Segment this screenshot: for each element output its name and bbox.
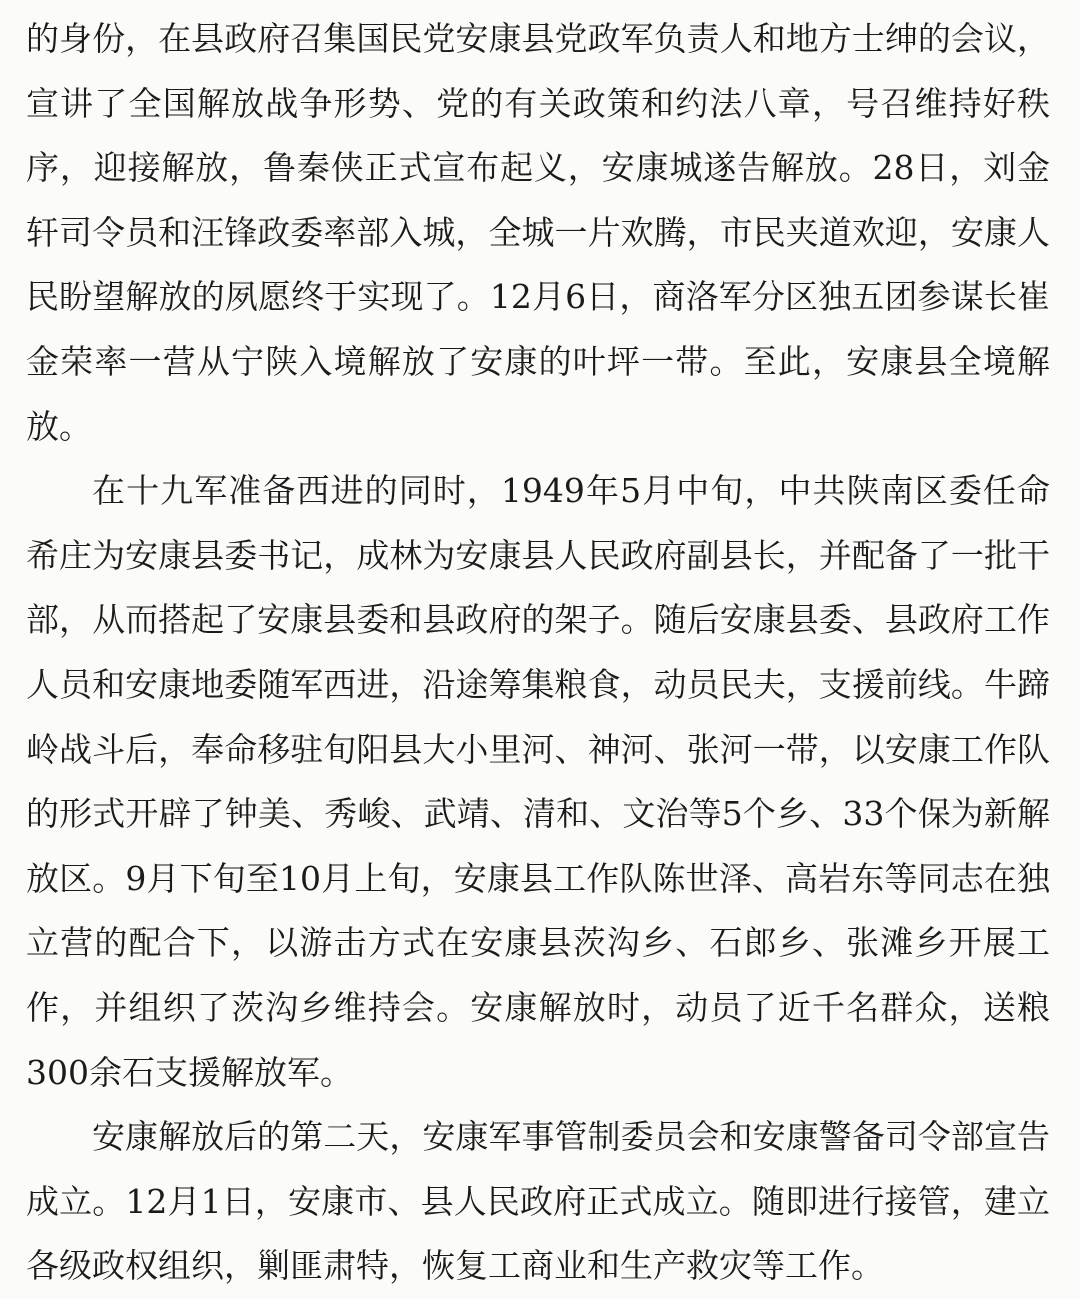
paragraph-continuation: 的身份，在县政府召集国民党安康县党政军负责人和地方士绅的会议，宣讲了全国解放战争形势、党的有关政策和约法八章，号召维持好秩序，迎接解放，鲁秦侠正式宣布起义，安康城遂告解放。28日，刘金轩司令员和汪锋政委率部入城，全城一片欢腾，市民夹道欢迎，安康人民盼望解放的夙愿终于实现了。12月6日，商洛军分区独五团参谋长崔金荣率一营从宁陕入境解放了安康的叶坪一带。至此，安康县全境解放。 <box>26 19 1050 446</box>
paragraph-after-liberation: 安康解放后的第二天，安康军事管制委员会和安康警备司令部宣告成立。12月1日，安康市、县人民政府正式成立。随即进行接管，建立各级政权组织，剿匪肃特，恢复工商业和生产救灾等工作。 <box>26 1117 1050 1286</box>
paragraph-westward-advance: 在十九军准备西进的同时，1949年5月中旬，中共陕南区委任命希庄为安康县委书记，成林为安康县人民政府副县长，并配备了一批干部，从而搭起了安康县委和县政府的架子。随后安康县委、县政府工作人员和安康地委随军西进，沿途筹集粮食，动员民夫，支援前线。牛蹄岭战斗后，奉命移驻旬阳县大小里河、神河、张河一带，以安康工作队的形式开辟了钟美、秀峻、武靖、清和、文治等5个乡、33个保为新解放区。9月下旬至10月上旬，安康县工作队陈世泽、高岩东等同志在独立营的配合下，以游击方式在安康县茨沟乡、石郎乡、张滩乡开展工作，并组织了茨沟乡维持会。安康解放时，动员了近千名群众，送粮300余石支援解放军。 <box>26 471 1050 1092</box>
